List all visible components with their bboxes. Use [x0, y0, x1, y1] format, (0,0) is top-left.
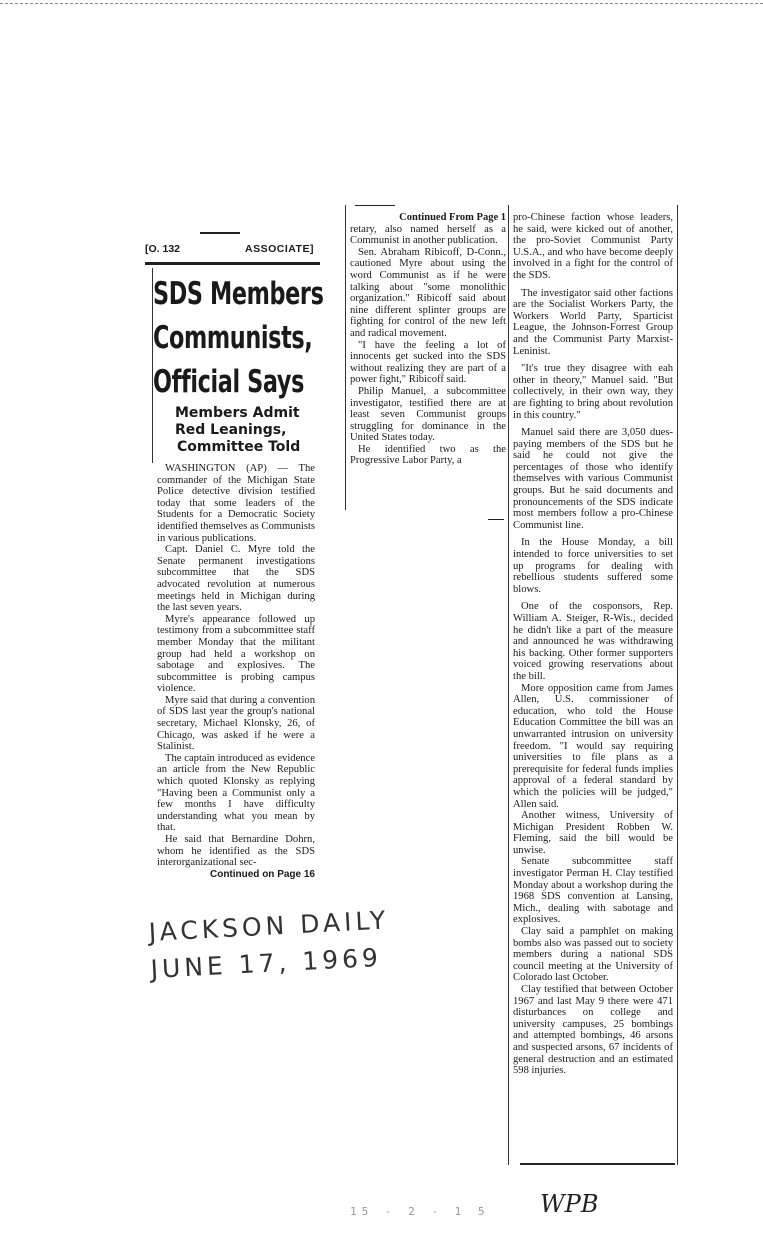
continued-on-label: Continued on Page 16: [209, 868, 315, 880]
continued-from-label: Continued From Page 1: [399, 212, 506, 223]
paragraph: "It's true they disagree with eah other in theory," Manuel said. "But collectively, in their own way, they are fighting to bring about revolution in this country.": [513, 363, 673, 421]
paragraph: Manuel said there are 3,050 dues-paying members of the SDS but he said he could not give the percentages of those who identify themselves with various Communist groups. But he said documents and pronouncements of the SDS indicate most members follow a pro-Chinese Communist line.: [513, 427, 673, 531]
paragraph: Philip Manuel, a subcommittee investigator, testified there are at least seven Communist groups struggling for dominance in the United States today.: [350, 385, 506, 444]
headline-line-2: Communists,: [153, 320, 313, 356]
paragraph: The investigator said other factions are the Socialist Workers Party, the Workers World Party, Sparticist League, the Johnson-Forrest Group and the Communist Party Marxist-Leninist.: [513, 287, 673, 357]
column-border-2: [345, 205, 346, 510]
paragraph: Myre said that during a convention of SDS last year the group's national secretary, Michael Klonsky, 26, of Chicago, was asked if he were a Stalinist.: [157, 694, 315, 753]
paragraph: He said that Bernardine Dohrn, whom he identified as the SDS interorganizational sec-: [157, 834, 315, 869]
article-column-1: [157, 463, 315, 880]
subhead-line-3: Committee Told: [177, 439, 301, 455]
paragraph: Myre's appearance followed up testimony from a subcommittee staff member Monday that the militant group had held a workshop on sabotage and explosives. The subcommittee is probing campus violence.: [157, 613, 315, 695]
masthead-short-rule: [200, 232, 240, 234]
headline-line-1: SDS Members: [153, 276, 324, 312]
issue-number: [O. 132: [145, 243, 181, 255]
paragraph: More opposition came from James Allen, U.S. commissioner of education, who told the House Education Committee the bill was an unwarranted intrusion on university freedom. "I would say requiring universities to file plans as a prerequisite for federal funds implies approval of a federal standard by which the policies will be judged," Allen said.: [513, 682, 673, 810]
file-stamp: 15 - 2 - 1 5: [350, 1205, 490, 1218]
wire-service-label: ASSOCIATE]: [245, 243, 314, 255]
paragraph: Clay said a pamphlet on making bombs also was passed out to society members during a national SDS council meeting at the University of Colorado last October.: [513, 926, 673, 984]
handwritten-line-1: JACKSON DAILY: [148, 905, 391, 947]
handwritten-initials: WPB: [540, 1190, 599, 1218]
headline: [153, 272, 324, 404]
paragraph: In the House Monday, a bill intended to force universities to set up programs for dealing with rebellious students suffered some blows.: [513, 537, 673, 595]
paragraph: pro-Chinese faction whose leaders, he said, were kicked out of another, the pro-Soviet Communist Party U.S.A., and who have become deeply involved in a fight for the control of the SDS.: [513, 212, 673, 281]
paragraph: retary, also named herself as a Communist in another publication.: [350, 223, 506, 247]
paragraph: "I have the feeling a lot of innocents get sucked into the SDS without realizing they are part of a power fight," Ribicoff said.: [350, 339, 506, 386]
paragraph: Sen. Abraham Ribicoff, D-Conn., cautioned Myre about using the word Communist as if he were talking about "some monolithic organization." Ribicoff said about nine different splinter groups are fighting for control of the new left and radical movement.: [350, 246, 506, 339]
column-3-bottom-rule: [520, 1163, 675, 1165]
column-2-bottom-rule: [488, 519, 504, 520]
subhead-line-2: Red Leanings,: [175, 422, 287, 438]
paragraph: The captain introduced as evidence an article from the New Republic which quoted Klonsky as replying "Having been a Communist only a few months I have difficulty understanding what you mean by that.: [157, 752, 315, 834]
column-2-top-rule: [355, 205, 395, 206]
paragraph: Another witness, University of Michigan President Robben W. Fleming, said the bill would be unwise.: [513, 810, 673, 856]
paragraph: One of the cosponsors, Rep. William A. Steiger, R-Wis., decided he didn't like a part of the measure and announced he was withdrawing his backing. Other former supporters voiced growing reservations about the bill.: [513, 601, 673, 682]
paragraph: He identified two as the Progressive Labor Party, a: [350, 443, 506, 467]
masthead-rule: [145, 262, 320, 265]
article-column-3: [513, 212, 673, 1077]
article-column-2: [350, 212, 506, 467]
subhead-line-1: Members Admit: [175, 405, 300, 421]
handwritten-source: [148, 905, 392, 984]
paragraph: Capt. Daniel C. Myre told the Senate permanent investigations subcommittee that the SDS advocated revolution at numerous meetings held in Michigan during the last seven years.: [157, 544, 315, 614]
paragraph: WASHINGTON (AP) — The commander of the Michigan State Police detective division testified today that some leaders of the Students for a Democratic Society identified themselves as Communists in various publications.: [157, 463, 316, 544]
scan-top-edge: [0, 3, 763, 4]
handwritten-line-2: JUNE 17, 1969: [149, 942, 383, 984]
column-border-3: [508, 205, 509, 1165]
paragraph: Clay testified that between October 1967 and last May 9 there were 471 disturbances on college and university campuses, 25 bombings and attempted bombings, 46 arsons and suspected arsons, 67 incidents of general destruction and an estimated 598 injuries.: [513, 984, 673, 1077]
paragraph: Senate subcommittee staff investigator Perman H. Clay testified Monday about a workshop during the 1968 SDS convention at Lansing, Mich., dealing with sabotage and explosives.: [513, 856, 673, 926]
headline-line-3: Official Says: [153, 364, 305, 400]
column-border-right: [677, 205, 678, 1165]
subheadline: [175, 405, 315, 456]
